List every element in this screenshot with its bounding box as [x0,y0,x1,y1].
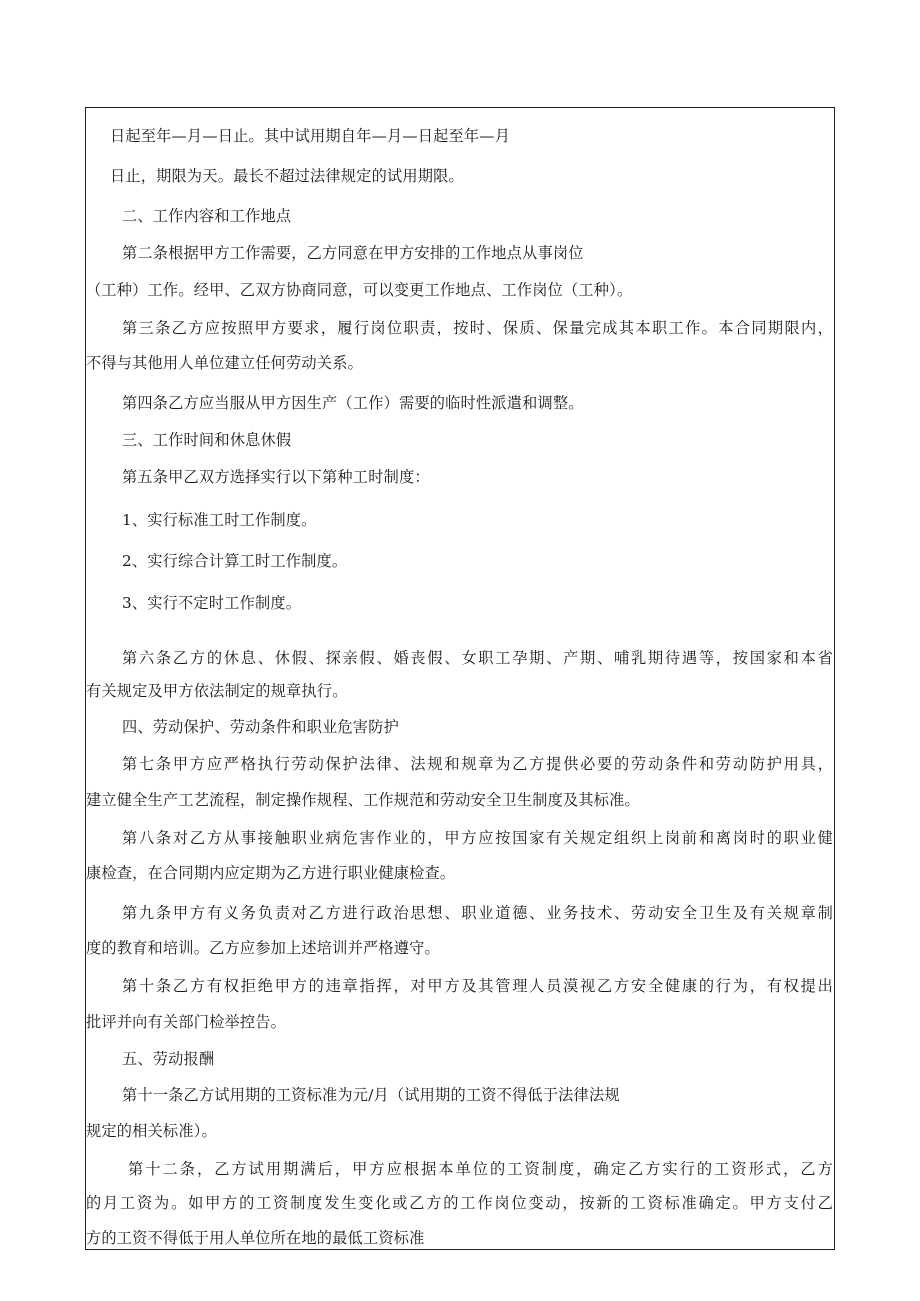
section-heading: 五、劳动报酬 [122,1050,215,1068]
contract-line: 日止，期限为天。最长不超过法律规定的试用期限。 [110,167,464,185]
contract-line: 第六条乙方的休息、休假、探亲假、婚丧假、女职工孕期、产期、哺乳期待遇等，按国家和本省 [122,649,833,667]
contract-line: 康检查，在合同期内应定期为乙方进行职业健康检查。 [86,864,456,882]
contract-line: 第四条乙方应当服从甲方因生产（工作）需要的临时性派遣和调整。 [122,394,584,412]
contract-line: 有关规定及甲方依法制定的规章执行。 [86,682,348,700]
contract-line: 第九条甲方有义务负责对乙方进行政治思想、职业道德、业务技术、劳动安全卫生及有关规章制 [122,904,833,922]
contract-line: 1、实行标准工时工作制度。 [122,511,317,529]
contract-line: 第五条甲乙双方选择实行以下第种工时制度： [122,468,430,486]
contract-line: 不得与其他用人单位建立任何劳动关系。 [86,354,363,372]
contract-line: 规定的相关标准）。 [86,1122,217,1140]
contract-line: 方的工资不得低于用人单位所在地的最低工资标准 [86,1229,425,1247]
section-heading: 三、工作时间和休息休假 [122,431,292,449]
contract-line: 第三条乙方应按照甲方要求，履行岗位职责，按时、保质、保量完成其本职工作。本合同期限内， [122,319,833,337]
section-heading: 二、工作内容和工作地点 [122,207,292,225]
contract-line: 3、实行不定时工作制度。 [122,594,302,612]
contract-line: 第二条根据甲方工作需要，乙方同意在甲方安排的工作地点从事岗位 [122,244,584,262]
contract-line: 第七条甲方应严格执行劳动保护法律、法规和规章为乙方提供必要的劳动条件和劳动防护用具， [122,755,833,773]
contract-line: 建立健全生产工艺流程，制定操作规程、工作规范和劳动安全卫生制度及其标准。 [86,791,640,809]
contract-line: （工种）工作。经甲、乙双方协商同意，可以变更工作地点、工作岗位（工种）。 [86,281,633,299]
contract-line: 的月工资为。如甲方的工资制度发生变化或乙方的工作岗位变动，按新的工资标准确定。甲方支付乙 [86,1194,833,1212]
section-heading: 四、劳动保护、劳动条件和职业危害防护 [122,718,399,736]
contract-line: 第十条乙方有权拒绝甲方的违章指挥，对甲方及其管理人员漠视乙方安全健康的行为，有权提出 [122,977,833,995]
contract-line: 第十一条乙方试用期的工资标准为元/月（试用期的工资不得低于法律法规 [122,1086,620,1104]
contract-line: 度的教育和培训。乙方应参加上述培训并严格遵守。 [86,939,440,957]
contract-table-frame [85,107,835,1250]
contract-line: 2、实行综合计算工时工作制度。 [122,552,348,570]
contract-line: 第八条对乙方从事接触职业病危害作业的，甲方应按国家有关规定组织上岗前和离岗时的职业健 [122,829,833,847]
contract-line: 批评并向有关部门检举控告。 [86,1013,287,1031]
contract-line: 第十二条，乙方试用期满后，甲方应根据本单位的工资制度，确定乙方实行的工资形式，乙方 [128,1160,833,1178]
contract-line: 日起至年—月—日止。其中试用期自年—月—日起至年—月 [110,127,511,145]
